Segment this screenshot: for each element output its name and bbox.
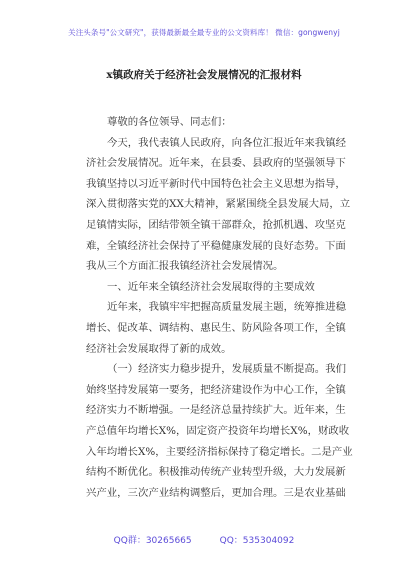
body-line: 我镇坚持以习近平新时代中国特色社会主义思想为指导， (86, 177, 346, 190)
body-line: 尊敬的各位领导、同志们： (107, 116, 232, 128)
body-line: 深入贯彻落实党的XX大精神，紧紧围绕全县发展大局，立 (86, 198, 351, 211)
footer-qq: QQ：535304092 (219, 536, 295, 546)
body-line: 始终坚持发展第一要务，把经济建设作为中心工作，全镇 (86, 383, 346, 396)
body-line: 一、近年来全镇经济社会发展取得的主要成效 (107, 280, 315, 293)
body-line: 近年来，我镇牢牢把握高质量发展主题，统筹推进稳 (107, 301, 346, 314)
body-line: 足镇情实际，团结带领全镇干部群众，抢抓机遇、攻坚克 (86, 218, 346, 231)
body-line: 今天，我代表镇人民政府，向各位汇报近年来我镇经 (107, 136, 346, 149)
body-line: 入年均增长X%，主要经济指标保持了稳定增长。二是产业 (86, 445, 353, 458)
footer-banner (0, 533, 408, 546)
body-line: 增长、促改革、调结构、惠民生、防风险各项工作，全镇 (86, 321, 346, 334)
body-line: 难，全镇经济社会保持了平稳健康发展的良好态势。下面 (86, 239, 346, 252)
body-line: 经济社会发展取得了新的成效。 (86, 342, 232, 355)
body-line: 济社会发展情况。近年来，在县委、县政府的坚强领导下 (86, 157, 346, 170)
header-banner: 关注头条号"公文研究"，获得最新最全最专业的公文资料库！ 微信：gongwenyj (68, 28, 340, 37)
body-line: 我从三个方面汇报我镇经济社会发展情况。 (86, 260, 284, 273)
footer-qq-group: QQ群：30265665 (113, 536, 192, 546)
body-line: 经济实力不断增强。一是经济总量持续扩大。近年来，生 (86, 404, 346, 417)
body-line: 兴产业，三次产业结构调整后，更加合理。三是农业基础 (86, 486, 346, 499)
body-line: 产总值年均增长X%，固定资产投资年均增长X%，财政收 (86, 424, 350, 437)
body-line: （一）经济实力稳步提升，发展质量不断提高。我们 (107, 363, 346, 376)
document-title: x镇政府关于经济社会发展情况的汇报材料 (106, 69, 302, 81)
document-body (86, 112, 353, 503)
body-line: 结构不断优化。积极推动传统产业转型升级，大力发展新 (86, 466, 346, 479)
